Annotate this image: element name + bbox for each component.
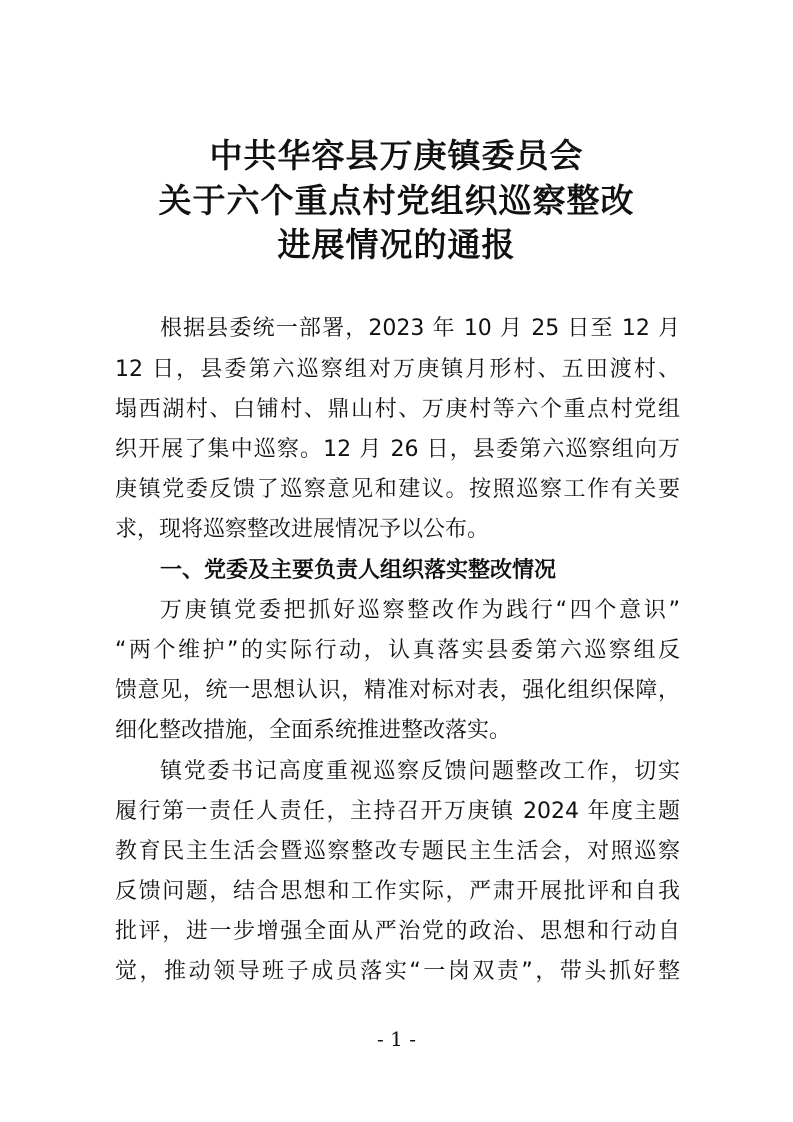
paragraph-1-line: 织开展了集中巡察。12 月 26 日，县委第六巡察组向万 — [115, 437, 680, 462]
paragraph-1-line: 求，现将巡察整改进展情况予以公布。 — [115, 517, 490, 542]
paragraph-2-line: “两个维护”的实际行动，认真落实县委第六巡察组反 — [115, 638, 680, 663]
section-1-heading: 一、党委及主要负责人组织落实整改情况 — [160, 558, 557, 583]
paragraph-1-line: 12 日，县委第六巡察组对万庚镇月形村、五田渡村、 — [115, 357, 680, 382]
paragraph-3-line: 反馈问题，结合思想和工作实际，严肃开展批评和自我 — [115, 879, 680, 904]
paragraph-3-line: 镇党委书记高度重视巡察反馈问题整改工作，切实 — [160, 759, 680, 784]
paragraph-1-line: 庚镇党委反馈了巡察意见和建议。按照巡察工作有关要 — [115, 477, 680, 502]
paragraph-2-line: 万庚镇党委把抓好巡察整改作为践行“四个意识” — [160, 598, 680, 623]
paragraph-2-line: 细化整改措施，全面系统推进整改落实。 — [115, 718, 512, 743]
paragraph-1-line: 根据县委统一部署，2023 年 10 月 25 日至 12 月 — [160, 316, 680, 341]
paragraph-2-line: 馈意见，统一思想认识，精准对标对表，强化组织保障， — [115, 678, 680, 703]
paragraph-3-line: 批评，进一步增强全面从严治党的政治、思想和行动自 — [115, 919, 680, 944]
paragraph-3-line: 教育民主生活会暨巡察整改专题民主生活会，对照巡察 — [115, 839, 680, 864]
paragraph-3-line: 觉，推动领导班子成员落实“一岗双责”，带头抓好整 — [115, 959, 680, 984]
document-title-line-2: 关于六个重点村党组织巡察整改 — [158, 181, 635, 220]
document-title-line-3: 进展情况的通报 — [277, 225, 516, 264]
paragraph-1-line: 塌西湖村、白铺村、鼎山村、万庚村等六个重点村党组 — [115, 397, 680, 422]
paragraph-3-line: 履行第一责任人责任，主持召开万庚镇 2024 年度主题 — [115, 799, 680, 824]
page-number: - 1 - — [377, 1027, 416, 1051]
document-title-line-1: 中共华容县万庚镇委员会 — [209, 136, 584, 175]
